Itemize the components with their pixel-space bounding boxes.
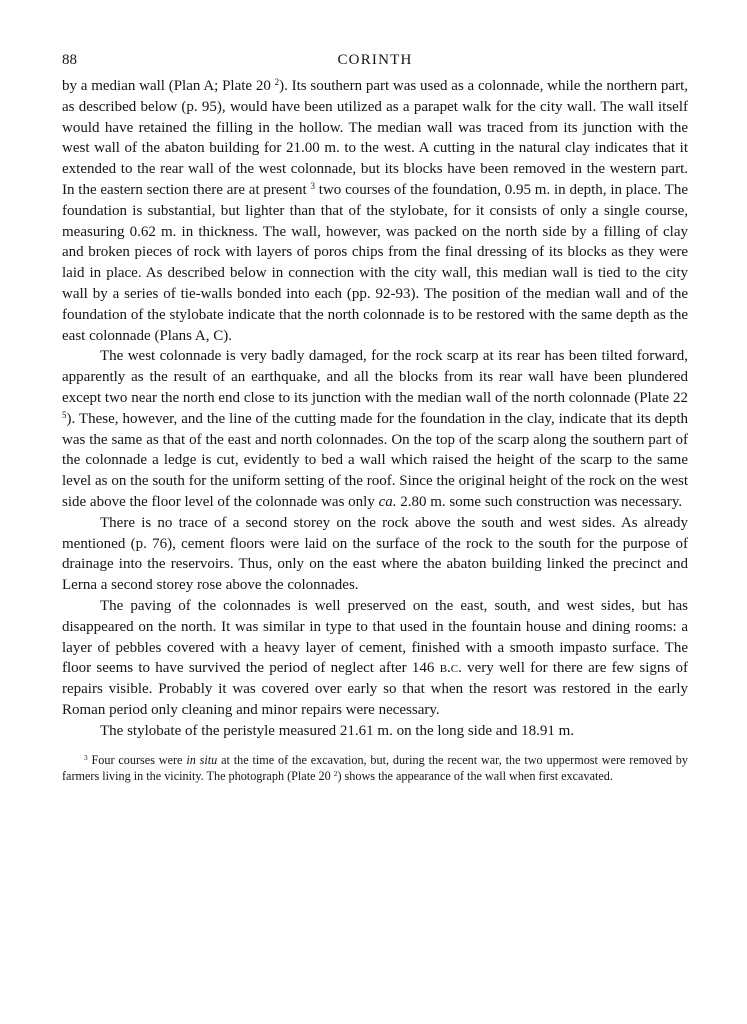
text-run: by a median wall (Plan A; Plate 20 [62, 78, 275, 94]
paragraph [62, 346, 688, 512]
paragraph [62, 596, 688, 721]
reference-marker: 2 [333, 768, 338, 778]
reference-marker: 2 [274, 77, 280, 88]
paragraph [62, 513, 688, 596]
reference-marker: 3 [310, 181, 315, 192]
small-caps-text: b.c. [439, 660, 462, 677]
text-run: very well for there are few signs of repairs visible. Probably it was covered over early so that when the resort was restored in the early Roman period only cleaning and minor repairs were necessary. [62, 660, 688, 718]
text-run: ). Its southern part was used as a colonnade, while the northern part, as described below (p. 95), would have been utilized as a parapet walk for the city wall. The wall itself would have retained the filling in the hollow. The median wall was traced from its junction with the west wall of the abaton building for 21.00 m. to the west. A cutting in the natural clay indicates that it extended to the rear wall of the west colonnade, but its blocks have been removed in the western part. In the eastern section there are at present [62, 78, 688, 198]
paragraph [62, 721, 688, 742]
footnote [62, 752, 688, 784]
body-text [62, 76, 688, 742]
text-run: ) shows the appearance of the wall when first excavated. [337, 768, 613, 783]
text-run: 2.80 m. some such construction was necessary. [396, 493, 683, 510]
text-run: The paving of the colonnades is well preserved on the east, south, and west sides, but has disappeared on the north. It was similar in type to that used in the fountain house and dining rooms: a layer of pebbles covered with a heavy layer of cement, finished with a smooth impasto surface. The floor seems to have survived the period of neglect after 146 [62, 597, 688, 677]
text-run: The stylobate of the peristyle measured 21.61 m. on the long side and 18.91 m. [100, 722, 575, 739]
page-number: 88 [62, 52, 77, 68]
text-run: two courses of the foundation, 0.95 m. in depth, in place. The foundation is substantial, but lighter than that of the stylobate, for it consists of only a single course, measuring 0.62 m. in thickness. The wall, however, was packed on the north side by a filling of clay and broken pieces of rock with layers of poros chips from the final dressing of its blocks as they were laid in place. As described below in connection with the city wall, this median wall is tied to the city wall by a series of tie-walls bonded into each (pp. 92-93). The position of the median wall and of the foundation of the stylobate indicate that the north colonnade is to be restored with the same depth as the east colonnade (Plans A, C). [62, 181, 688, 344]
page [62, 52, 688, 784]
text-run: ). These, however, and the line of the cutting made for the foundation in the clay, indicate that its depth was the same as that of the east and north colonnades. On the top of the scarp along the southern part of the colonnade a ledge is cut, evidently to bed a wall which raised the height of the scarp to the same level as on the south for the uniform setting of the roof. Since the original height of the rock on the west side above the floor level of the colonnade was only [62, 410, 688, 510]
text-run: at the time of the excavation, but, during the recent war, the two uppermost were removed by farmers living in the vicinity. The photograph (Plate 20 [62, 752, 688, 783]
running-header [62, 52, 688, 76]
paragraph [62, 76, 688, 346]
text-run: The west colonnade is very badly damaged, for the rock scarp at its rear has been tilted forward, apparently as the result of an earthquake, and all the blocks from its rear wall have been plundered except two near the north end close to its junction with the median wall of the north colonnade (Plate 22 [62, 348, 688, 406]
reference-marker: 3 [84, 752, 88, 762]
footnotes [62, 752, 688, 784]
italic-text: in situ [186, 752, 218, 767]
reference-marker: 5 [62, 409, 67, 420]
text-run: Four courses were [87, 752, 187, 767]
text-run: There is no trace of a second storey on the rock above the south and west sides. As already mentioned (p. 76), cement floors were laid on the surface of the rock to the south for the purpose of drainage into the reservoirs. Thus, only on the east where the abaton building linked the precinct and Lerna a second storey rose above the colonnades. [62, 514, 688, 594]
running-title: CORINTH [337, 52, 413, 68]
italic-text: ca. [378, 493, 397, 510]
